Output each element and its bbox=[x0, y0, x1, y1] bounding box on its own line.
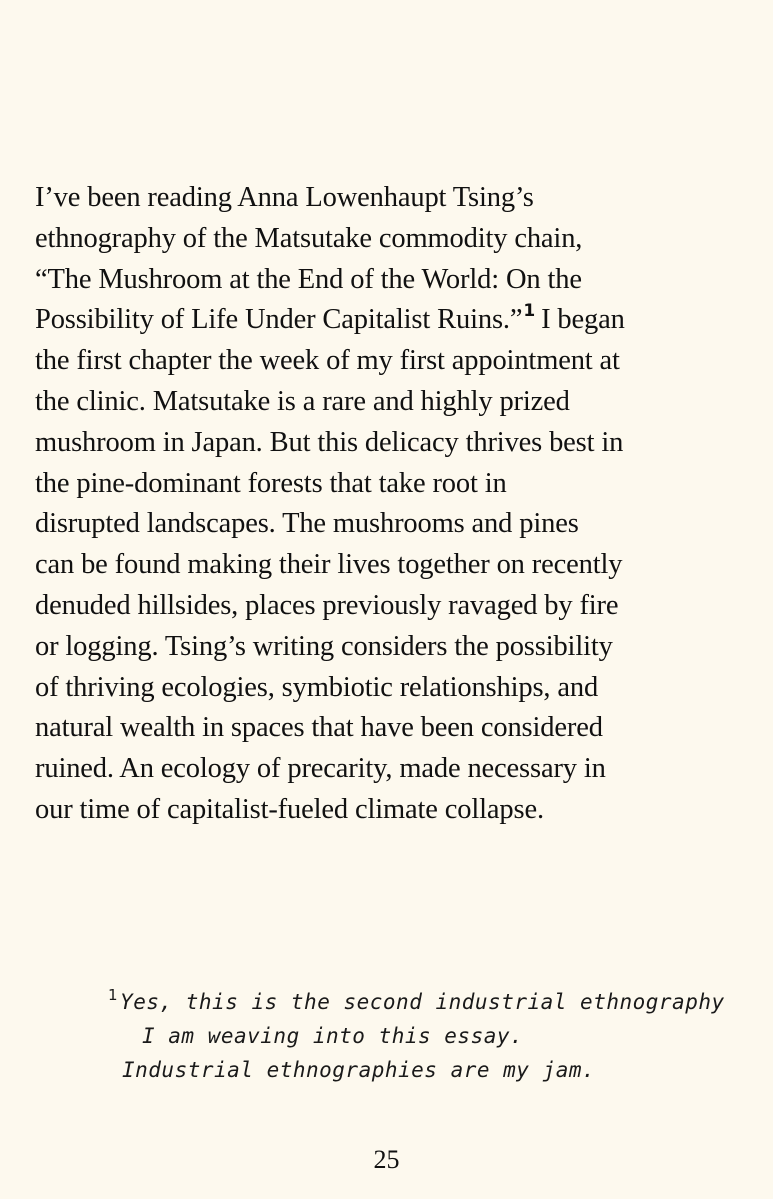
body-line: I’ve been reading Anna Lowenhaupt Tsing’s bbox=[35, 182, 534, 213]
body-line: of thriving ecologies, symbiotic relationships, and bbox=[35, 671, 599, 703]
footnote-line: Industrial ethnographies are my jam. bbox=[122, 1058, 596, 1082]
body-line: disrupted landscapes. The mushrooms and pines bbox=[35, 508, 579, 540]
body-line: or logging. Tsing’s writing considers the possibility bbox=[35, 630, 613, 662]
body-line: our time of capitalist-fueled climate collapse. bbox=[35, 793, 544, 825]
body-line: the first chapter the week of my first appointment at bbox=[35, 345, 620, 377]
body-line: mushroom in Japan. But this delicacy thrives best in bbox=[35, 426, 624, 458]
body-line: the pine-dominant forests that take root in bbox=[35, 467, 507, 499]
body-line: ethnography of the Matsutake commodity chain, bbox=[35, 222, 583, 254]
body-line: ruined. An ecology of precarity, made necessary in bbox=[35, 753, 606, 785]
body-line: can be found making their lives together on recently bbox=[35, 549, 623, 581]
body-line: “The Mushroom at the End of the World: On the bbox=[35, 263, 582, 295]
footnote-number: 1 bbox=[108, 986, 119, 1004]
body-line: natural wealth in spaces that have been considered bbox=[35, 712, 603, 744]
body-paragraph bbox=[35, 178, 735, 831]
body-line-with-footnote bbox=[35, 300, 735, 341]
footnote-line: I am weaving into this essay. bbox=[142, 1024, 524, 1048]
body-line-text: I began bbox=[541, 304, 625, 336]
body-line: the clinic. Matsutake is a rare and highly prized bbox=[35, 385, 570, 417]
handwritten-footnote bbox=[108, 985, 725, 1087]
footnote-reference[interactable]: 1 bbox=[523, 301, 536, 322]
footnote-line-text: Yes, this is the second industrial ethnography bbox=[120, 990, 725, 1014]
body-line: denuded hillsides, places previously ravaged by fire bbox=[35, 589, 619, 621]
footnote-line bbox=[108, 985, 725, 1019]
page-number: 25 bbox=[373, 1145, 400, 1174]
body-line-text: Possibility of Life Under Capitalist Ruins.” bbox=[35, 304, 523, 336]
